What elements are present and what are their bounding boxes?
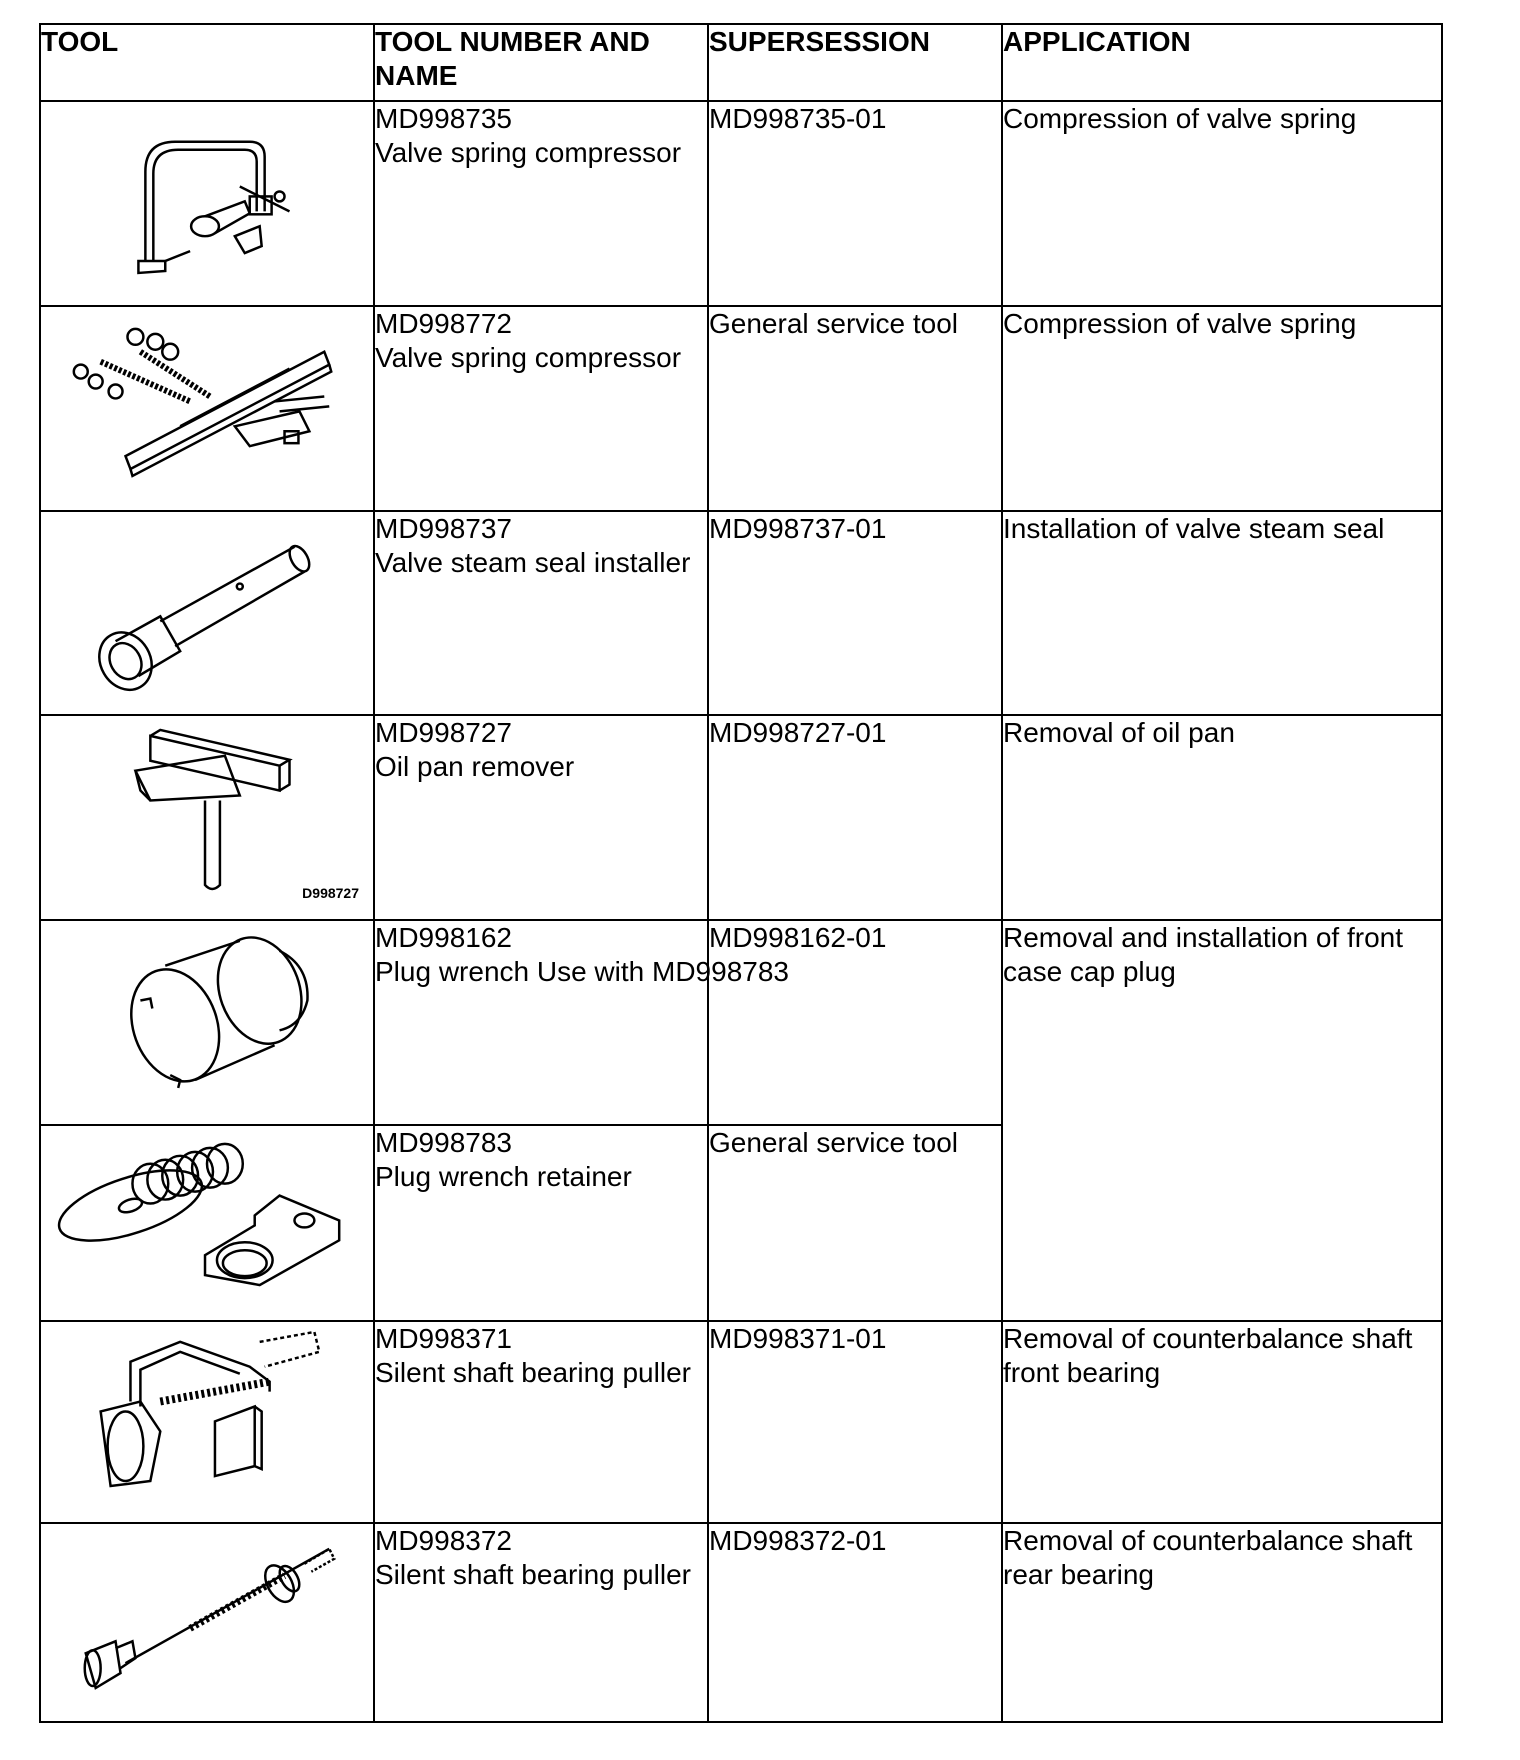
header-row — [40, 24, 1442, 101]
tool-image-cell — [40, 511, 374, 716]
table-row — [40, 101, 1442, 306]
tool-number-name-cell — [374, 101, 708, 306]
tool-number-name-cell — [374, 920, 789, 1125]
plug-wrench-icon — [41, 921, 373, 1124]
application-cell: Compression of valve spring — [1002, 101, 1442, 306]
tool-name: Valve steam seal installer — [375, 546, 691, 578]
tool-number: MD998783 — [375, 1126, 512, 1158]
supersession-cell: MD998372-01 — [708, 1523, 1002, 1722]
tool-image-cell — [40, 101, 374, 306]
tool-number: MD998162 — [375, 922, 512, 954]
tool-number-name-cell — [374, 715, 708, 920]
tool-name: Plug wrench Use with MD998783 — [375, 956, 789, 988]
tool-number-name-cell — [374, 511, 708, 716]
tool-name: Valve spring compressor — [375, 341, 682, 373]
tool-number: MD998737 — [375, 512, 512, 544]
table-row — [40, 1321, 1442, 1524]
header-application: APPLICATION — [1002, 24, 1442, 101]
supersession-cell: MD998371-01 — [708, 1321, 1002, 1524]
silent-shaft-bearing-puller-front-icon — [41, 1322, 373, 1523]
tool-name: Plug wrench retainer — [375, 1160, 632, 1192]
silent-shaft-bearing-puller-rear-icon — [41, 1524, 373, 1721]
special-tools-table — [39, 23, 1443, 1723]
table-row — [40, 511, 1442, 716]
tool-number: MD998371 — [375, 1322, 512, 1354]
application-cell: Compression of valve spring — [1002, 306, 1442, 511]
valve-spring-compressor-kit-icon — [41, 307, 373, 510]
tool-image-cell — [40, 306, 374, 511]
supersession-cell: MD998735-01 — [708, 101, 1002, 306]
tool-image-cell — [40, 920, 374, 1125]
tool-number-name-cell — [374, 306, 708, 511]
header-tool-number-and-name: TOOL NUMBER AND NAME — [374, 24, 708, 101]
tool-image-cell — [40, 1321, 374, 1524]
tool-number-name-cell — [374, 1321, 708, 1524]
tool-number: MD998727 — [375, 717, 512, 749]
tool-image-label: D998727 — [302, 885, 359, 902]
header-supersession: SUPERSESSION — [708, 24, 1002, 101]
tool-number-name-cell — [374, 1523, 708, 1722]
application-cell: Removal of counterbalance shaft rear bearing — [1002, 1523, 1442, 1722]
supersession-cell: MD998737-01 — [708, 511, 1002, 716]
supersession-cell: MD998727-01 — [708, 715, 1002, 920]
supersession-cell: General service tool — [708, 306, 1002, 511]
application-cell: Removal of counterbalance shaft front bearing — [1002, 1321, 1442, 1524]
tool-image-cell — [40, 715, 374, 920]
table-row — [40, 306, 1442, 511]
tool-image-cell — [40, 1523, 374, 1722]
tool-name: Valve spring compressor — [375, 137, 682, 168]
tool-number: MD998372 — [375, 1525, 512, 1557]
tool-number: MD998735 — [375, 103, 512, 134]
plug-wrench-retainer-icon — [41, 1126, 373, 1320]
header-tool: TOOL — [40, 24, 374, 101]
valve-steam-seal-installer-icon — [41, 512, 373, 715]
table-row — [40, 1523, 1442, 1722]
tool-name: Oil pan remover — [375, 751, 575, 783]
table-row — [40, 715, 1442, 920]
tool-name: Silent shaft bearing puller — [375, 1356, 691, 1388]
tool-name: Silent shaft bearing puller — [375, 1559, 691, 1591]
application-cell: Installation of valve steam seal — [1002, 511, 1442, 716]
application-cell: Removal of oil pan — [1002, 715, 1442, 920]
tool-image-cell — [40, 1125, 374, 1321]
tool-number-name-cell — [374, 1125, 708, 1321]
tool-number: MD998772 — [375, 307, 512, 339]
supersession-cell: MD998162-01 — [708, 920, 1002, 1125]
supersession-cell: General service tool — [708, 1125, 1002, 1321]
valve-spring-compressor-icon — [41, 102, 373, 305]
table-row — [40, 920, 1442, 1125]
application-cell: Removal and installation of front case cap plug — [1002, 920, 1442, 1321]
